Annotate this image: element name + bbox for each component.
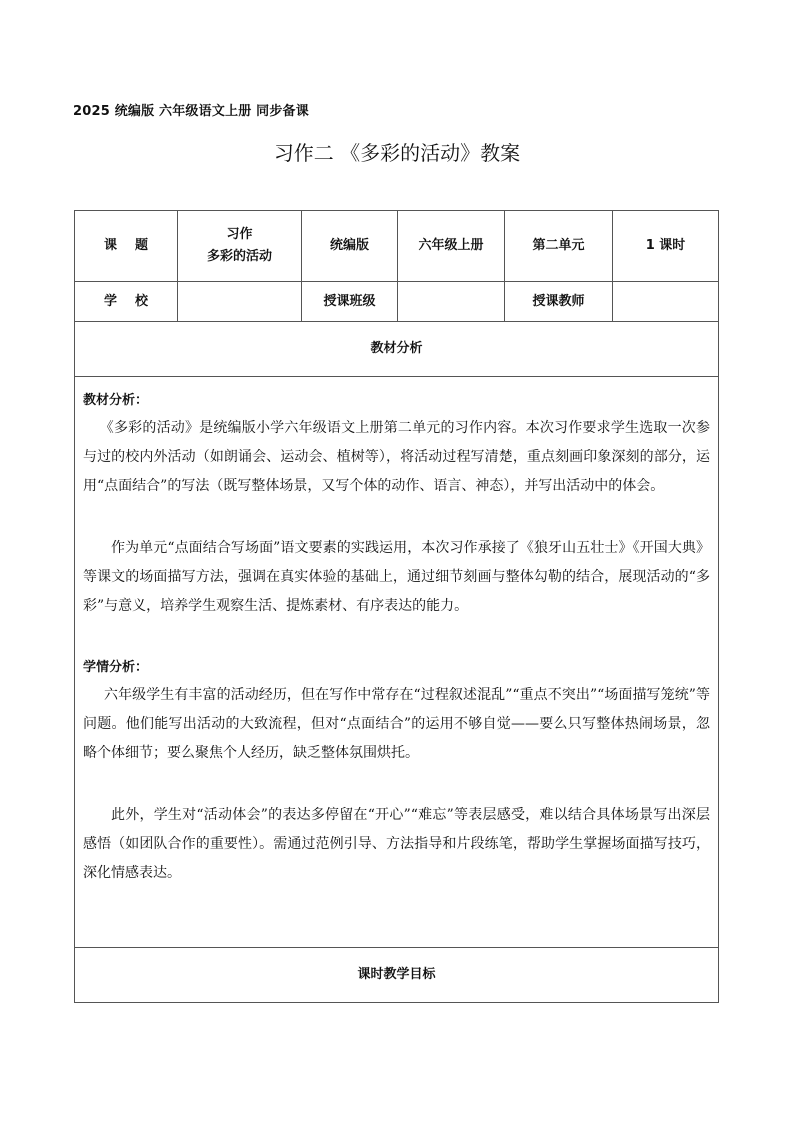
section-heading-textbook: 教材分析	[75, 322, 719, 377]
table-row	[75, 282, 719, 322]
analysis-paragraph-2: 作为单元“点面结合写场面”语文要素的实践运用，本次习作承接了《狼牙山五壮士》《开国大典》等课文的场面描写方法，强调在真实体验的基础上，通过细节刻画与整体勾勒的结合，展现活动的“多彩”与意义，培养学生观察生活、提炼素材、有序表达的能力。	[83, 540, 710, 614]
hours-cell: 1 课时	[613, 211, 719, 282]
school-label: 学 校	[75, 282, 178, 322]
topic-label: 课 题	[75, 211, 178, 282]
topic-value	[178, 211, 302, 282]
grade-cell: 六年级上册	[398, 211, 505, 282]
teacher-label: 授课教师	[505, 282, 613, 322]
section-heading-goals: 课时教学目标	[75, 948, 719, 1003]
page-title: 习作二 《多彩的活动》教案	[273, 141, 521, 165]
table-row	[75, 948, 719, 1003]
edition-cell: 统编版	[302, 211, 398, 282]
table-row	[75, 377, 719, 948]
topic-line-1: 习作	[226, 227, 253, 242]
table-row	[75, 322, 719, 377]
student-analysis-label: 学情分析：	[83, 660, 149, 675]
analysis-paragraph-3: 六年级学生有丰富的活动经历，但在写作中常存在“过程叙述混乱”“重点不突出”“场面描写笼统”等问题。他们能写出活动的大致流程，但对“点面结合”的运用不够自觉——要么只写整体热闹场景，忽略个体细节；要么聚焦个人经历，缺乏整体氛围烘托。	[83, 687, 710, 761]
analysis-paragraph-4: 此外，学生对“活动体会”的表达多停留在“开心”“难忘”等表层感受，难以结合具体场景写出深层感悟（如团队合作的重要性）。需通过范例引导、方法指导和片段练笔，帮助学生掌握场面描写技巧，深化情感表达。	[83, 807, 710, 881]
topic-line-2: 多彩的活动	[206, 249, 272, 264]
class-value	[398, 282, 505, 322]
unit-cell: 第二单元	[505, 211, 613, 282]
document-header: 2025 统编版 六年级语文上册 同步备课	[73, 104, 309, 119]
teacher-value	[613, 282, 719, 322]
table-row	[75, 211, 719, 282]
lesson-plan-table	[74, 210, 719, 1003]
textbook-analysis-label: 教材分析：	[83, 393, 149, 408]
analysis-content	[75, 377, 719, 948]
analysis-paragraph-1: 《多彩的活动》是统编版小学六年级语文上册第二单元的习作内容。本次习作要求学生选取一次参与过的校内外活动（如朗诵会、运动会、植树等），将活动过程写清楚，重点刻画印象深刻的部分，运用“点面结合”的写法（既写整体场景，又写个体的动作、语言、神态），并写出活动中的体会。	[83, 420, 710, 494]
school-value	[178, 282, 302, 322]
class-label: 授课班级	[302, 282, 398, 322]
